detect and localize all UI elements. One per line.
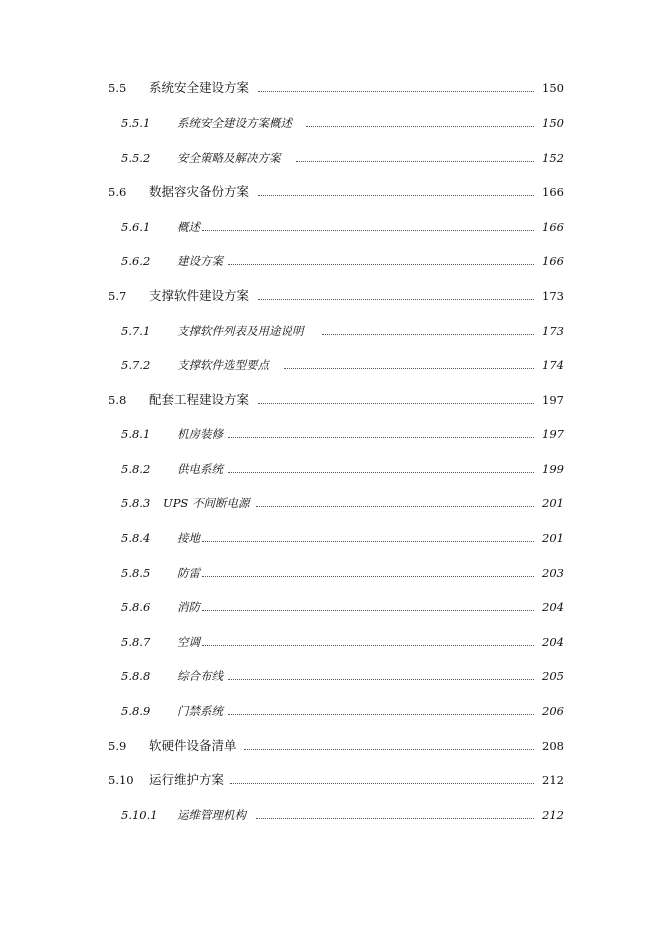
- toc-number: 5.5: [108, 81, 127, 95]
- toc-entry-5-7-1[interactable]: [0, 321, 662, 341]
- toc-page-number: 197: [542, 427, 564, 441]
- dot-leader: [258, 91, 534, 92]
- dot-leader: [202, 576, 534, 577]
- toc-page-number: 204: [542, 635, 564, 649]
- toc-title: 机房装修: [177, 427, 223, 441]
- toc-title: 支撑软件选型要点: [177, 358, 269, 372]
- toc-entry-5-6-2[interactable]: [0, 251, 662, 271]
- toc-page-number: 206: [542, 704, 564, 718]
- toc-title: 防雷: [177, 566, 200, 580]
- toc-page-number: 174: [542, 358, 564, 372]
- toc-number: 5.8.2: [121, 462, 151, 476]
- toc-entry-5-7-2[interactable]: [0, 355, 662, 375]
- toc-title: 系统安全建设方案概述: [177, 116, 292, 130]
- toc-entry-5-6[interactable]: [0, 182, 662, 202]
- dot-leader: [228, 472, 534, 473]
- toc-entry-5-8-6[interactable]: [0, 597, 662, 617]
- dot-leader: [244, 749, 534, 750]
- toc-number: 5.6.1: [121, 220, 151, 234]
- toc-number: 5.8.4: [121, 531, 151, 545]
- dot-leader: [230, 783, 534, 784]
- toc-number: 5.5.2: [121, 151, 151, 165]
- dot-leader: [202, 541, 534, 542]
- toc-number: 5.6: [108, 185, 127, 199]
- toc-number: 5.5.1: [121, 116, 151, 130]
- toc-number: 5.8.6: [121, 600, 151, 614]
- toc-number: 5.8.3: [121, 496, 151, 510]
- toc-page-number: 201: [542, 496, 564, 510]
- toc-page-number: 199: [542, 462, 564, 476]
- toc-entry-5-9[interactable]: [0, 736, 662, 756]
- toc-title: 运维管理机构: [177, 808, 246, 822]
- toc-page-number: 166: [542, 220, 564, 234]
- toc-entry-5-10[interactable]: [0, 770, 662, 790]
- toc-page-number: 201: [542, 531, 564, 545]
- toc-page-number: 150: [542, 116, 564, 130]
- toc-number: 5.6.2: [121, 254, 151, 268]
- toc-title: 数据容灾备份方案: [149, 184, 250, 199]
- toc-number: 5.8.9: [121, 704, 151, 718]
- toc-entry-5-8-1[interactable]: [0, 424, 662, 444]
- toc-title: 接地: [177, 531, 200, 545]
- toc-page-number: 166: [542, 254, 564, 268]
- toc-entry-5-8-8[interactable]: [0, 666, 662, 686]
- toc-entry-5-8-2[interactable]: [0, 459, 662, 479]
- toc-page-number: 205: [542, 669, 564, 683]
- toc-entry-5-8-4[interactable]: [0, 528, 662, 548]
- toc-page-number: 208: [542, 739, 564, 753]
- dot-leader: [228, 714, 534, 715]
- toc-page-number: 152: [542, 151, 564, 165]
- dot-leader: [258, 299, 534, 300]
- dot-leader: [256, 818, 534, 819]
- toc-title: 概述: [177, 220, 200, 234]
- toc-title: 综合布线: [177, 669, 223, 683]
- toc-page-number: 166: [542, 185, 564, 199]
- toc-entry-5-5-1[interactable]: [0, 113, 662, 133]
- toc-title: 支撑软件列表及用途说明: [177, 324, 304, 338]
- dot-leader: [202, 230, 534, 231]
- toc-number: 5.10: [108, 773, 134, 787]
- toc-entry-5-5[interactable]: [0, 78, 662, 98]
- toc-entry-5-8[interactable]: [0, 390, 662, 410]
- toc-title: 建设方案: [177, 254, 223, 268]
- toc-number: 5.8.5: [121, 566, 151, 580]
- toc-title: 供电系统: [177, 462, 223, 476]
- dot-leader: [228, 679, 534, 680]
- toc-title: 安全策略及解决方案: [177, 151, 281, 165]
- toc-title: 系统安全建设方案: [149, 80, 250, 95]
- dot-leader: [284, 368, 534, 369]
- toc-number: 5.8.8: [121, 669, 151, 683]
- dot-leader: [258, 403, 534, 404]
- toc-entry-5-8-9[interactable]: [0, 701, 662, 721]
- toc-page-number: 203: [542, 566, 564, 580]
- dot-leader: [258, 195, 534, 196]
- toc-title: 支撑软件建设方案: [149, 288, 250, 303]
- dot-leader: [322, 334, 534, 335]
- toc-title: UPS 不间断电源: [163, 496, 250, 510]
- toc-page-number: 212: [542, 808, 564, 822]
- toc-page-number: 204: [542, 600, 564, 614]
- toc-title: 消防: [177, 600, 200, 614]
- toc-page-number: 212: [542, 773, 564, 787]
- toc-title: 配套工程建设方案: [149, 392, 250, 407]
- toc-entry-5-8-7[interactable]: [0, 632, 662, 652]
- toc-entry-5-8-5[interactable]: [0, 563, 662, 583]
- toc-title: 软硬件设备清单: [149, 738, 237, 753]
- toc-entry-5-6-1[interactable]: [0, 217, 662, 237]
- dot-leader: [296, 161, 534, 162]
- toc-number: 5.10.1: [121, 808, 158, 822]
- toc-entry-5-8-3[interactable]: [0, 493, 662, 513]
- toc-entry-5-5-2[interactable]: [0, 148, 662, 168]
- toc-title: 空调: [177, 635, 200, 649]
- toc-number: 5.8.1: [121, 427, 151, 441]
- dot-leader: [256, 506, 534, 507]
- toc-number: 5.7.2: [121, 358, 151, 372]
- toc-page-number: 150: [542, 81, 564, 95]
- toc-page-number: 173: [542, 289, 564, 303]
- dot-leader: [306, 126, 534, 127]
- dot-leader: [202, 645, 534, 646]
- toc-number: 5.8.7: [121, 635, 151, 649]
- toc-page-number: 197: [542, 393, 564, 407]
- dot-leader: [228, 264, 534, 265]
- toc-entry-5-7[interactable]: [0, 286, 662, 306]
- toc-number: 5.7: [108, 289, 127, 303]
- toc-page-number: 173: [542, 324, 564, 338]
- toc-number: 5.7.1: [121, 324, 151, 338]
- dot-leader: [202, 610, 534, 611]
- toc-number: 5.8: [108, 393, 127, 407]
- dot-leader: [228, 437, 534, 438]
- toc-title: 门禁系统: [177, 704, 223, 718]
- toc-title: 运行维护方案: [149, 772, 225, 787]
- toc-entry-5-10-1[interactable]: [0, 805, 662, 825]
- toc-number: 5.9: [108, 739, 127, 753]
